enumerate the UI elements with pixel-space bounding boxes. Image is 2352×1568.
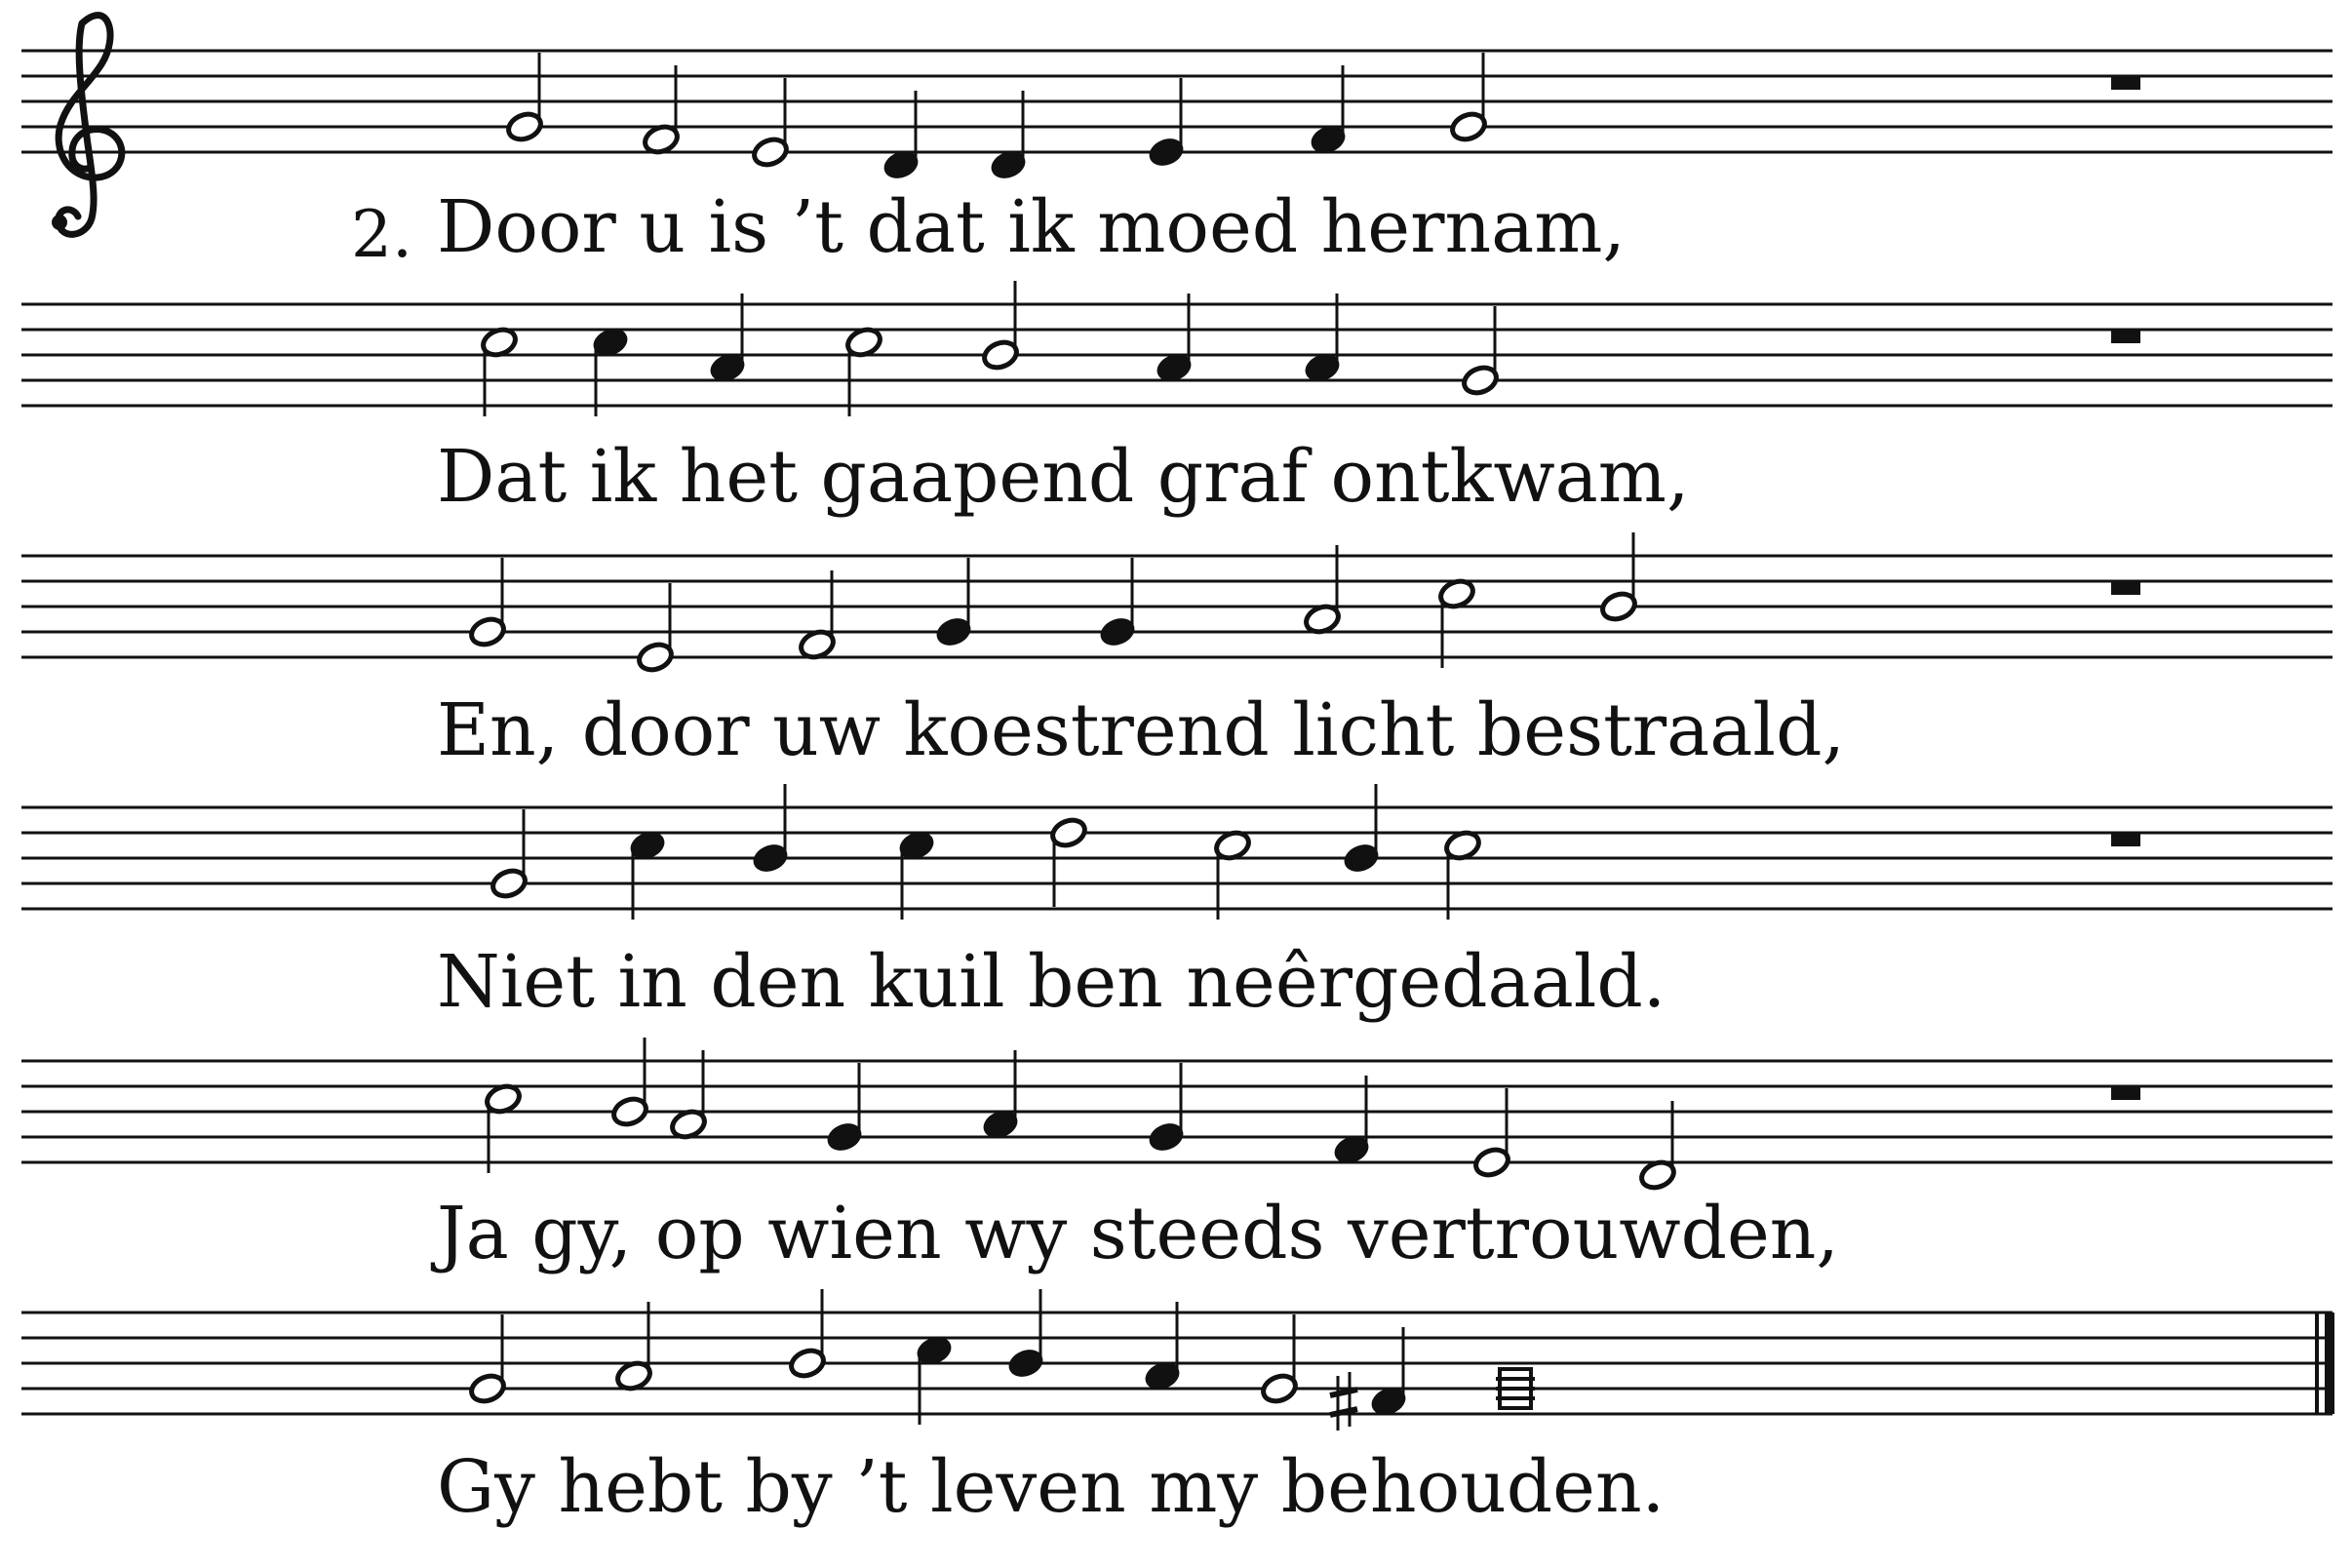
staff-1: [21, 51, 2332, 152]
verse-number: 2.: [351, 197, 412, 272]
note: [490, 809, 529, 900]
note: [882, 91, 921, 181]
note: [1303, 545, 1343, 636]
note: [628, 829, 668, 920]
note: [1260, 1314, 1300, 1405]
note: [1006, 1289, 1046, 1380]
note: [636, 583, 676, 674]
note: [480, 326, 520, 416]
note: [751, 78, 791, 169]
treble-clef-icon: [52, 16, 122, 235]
note: [1437, 577, 1477, 668]
note: [669, 1050, 709, 1141]
note: [708, 294, 748, 384]
note: [1143, 1302, 1183, 1392]
note: [981, 1050, 1021, 1141]
note: [642, 65, 682, 156]
note: [1461, 306, 1501, 397]
staff-4: [21, 807, 2332, 909]
lyric-line-6: Gy hebt by ’t leven my behouden.: [437, 1445, 1666, 1529]
lyric-line-5: Ja gy, op wien wy steeds vertrouwden,: [437, 1192, 1839, 1275]
note: [1049, 816, 1089, 907]
note: [610, 1038, 650, 1128]
note: [989, 91, 1029, 181]
lyric-line-2: Dat ik het gaapend graf ontkwam,: [437, 435, 1690, 519]
lyric-line-3: En, door uw koestrend licht bestraald,: [437, 688, 1845, 772]
rest-icon: [2111, 331, 2140, 343]
note: [1443, 829, 1483, 920]
note: [468, 1314, 508, 1405]
note: [1472, 1088, 1512, 1179]
note: [934, 558, 974, 648]
note: [614, 1302, 654, 1392]
note: [981, 281, 1021, 372]
note: [1213, 829, 1253, 920]
rest-icon: [2111, 1087, 2140, 1100]
note: [1496, 1369, 1535, 1408]
note: [1638, 1101, 1678, 1192]
rest-icon: [2111, 77, 2140, 90]
note: [844, 326, 884, 416]
rest-icon: [2111, 834, 2140, 846]
note: [591, 326, 631, 416]
note: [897, 829, 937, 920]
note: [484, 1082, 524, 1173]
lyric-line-1: Door u is ’t dat ik moed hernam,: [437, 185, 1626, 269]
note: [1309, 65, 1349, 156]
note: [505, 53, 545, 143]
staff-3: [21, 556, 2332, 657]
note: [825, 1063, 865, 1154]
note: [1147, 78, 1187, 169]
note: [1449, 53, 1489, 143]
staff-5: [21, 1061, 2332, 1162]
rest-icon: [2111, 582, 2140, 595]
lyric-line-4: Niet in den kuil ben neêrgedaald.: [437, 940, 1666, 1024]
note: [1332, 1076, 1372, 1166]
note: [798, 570, 838, 661]
sharp-icon: [1330, 1372, 1357, 1431]
note: [1098, 558, 1138, 648]
note: [1147, 1063, 1187, 1154]
note: [1599, 532, 1639, 623]
note: [1155, 294, 1195, 384]
note: [751, 784, 791, 875]
note: [915, 1334, 955, 1425]
note: [468, 558, 508, 648]
note: [1342, 784, 1382, 875]
note: [1303, 294, 1343, 384]
note: [788, 1289, 828, 1380]
